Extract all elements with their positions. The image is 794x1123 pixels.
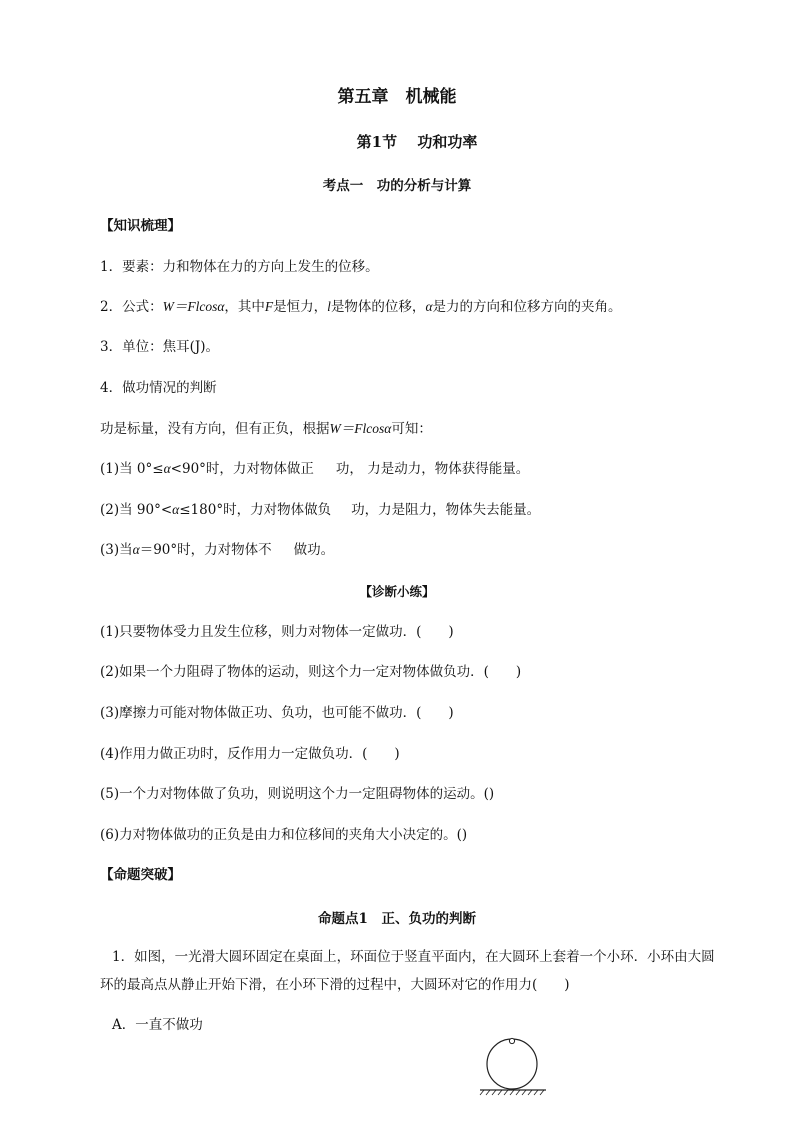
diagnosis-item: (6)力对物体做功的正负是由力和位移间的夹角大小决定的。(): [100, 827, 468, 843]
question-line-1: 1．如图，一光滑大圆环固定在桌面上，环面位于竖直平面内，在大圆环上套着一个小环．小环由大圆: [112, 949, 715, 965]
symbol-alpha: α: [425, 299, 433, 314]
work-formula: W＝Flcosα: [162, 299, 225, 314]
small-ring: [509, 1038, 514, 1043]
knowledge-item-1: 1．要素：力和物体在力的方向上发生的位移。: [100, 259, 379, 275]
knowledge-heading: 【知识梳理】: [100, 218, 181, 234]
case-text: ≤180°时，力对物体做负: [179, 502, 332, 518]
work-formula: W＝Flcosα: [329, 421, 392, 436]
item2-text: 是力的方向和位移方向的夹角。: [432, 299, 622, 315]
diagnosis-item: (2)如果一个力阻碍了物体的运动，则这个力一定对物体做负功．( ): [100, 664, 522, 680]
item2-text: 是物体的位移，: [330, 299, 426, 315]
option-a: A．一直不做功: [112, 1017, 203, 1033]
intro-text: 可知：: [391, 421, 432, 437]
case-1: [100, 460, 529, 478]
proposition-heading: 【命题突破】: [100, 867, 181, 883]
symbol-alpha: α: [163, 461, 171, 476]
symbol-f: F: [264, 299, 274, 314]
diagnosis-heading: 【诊断小练】: [359, 584, 435, 599]
diagnosis-item: (4)作用力做正功时，反作用力一定做负功．( ): [100, 746, 400, 762]
topic-title: 考点一 功的分析与计算: [322, 178, 472, 194]
symbol-alpha: α: [132, 542, 140, 557]
table-hatching: [480, 1090, 544, 1095]
knowledge-item-4: 4．做功情况的判断: [100, 380, 217, 396]
case-text: 功， 力是动力，物体获得能量。: [335, 461, 530, 477]
knowledge-item-2: [100, 298, 622, 316]
symbol-l: l: [327, 299, 331, 314]
question-line-2: 环的最高点从静止开始下滑，在小环下滑的过程中，大圆环对它的作用力( ): [100, 977, 570, 993]
knowledge-intro: [100, 420, 432, 438]
item2-text: ，其中: [224, 299, 265, 315]
case-2: [100, 501, 540, 519]
intro-text: 功是标量，没有方向，但有正负，根据: [100, 421, 330, 437]
item2-prefix: 2．公式：: [100, 299, 163, 315]
case-text: (3)当: [100, 542, 133, 558]
diagnosis-item: (1)只要物体受力且发生位移，则力对物体一定做功．( ): [100, 624, 454, 640]
case-text: 做功。: [293, 542, 335, 558]
proposition-subheading: 命题点1 正、负功的判断: [318, 911, 476, 927]
knowledge-item-3: 3．单位：焦耳(J)。: [100, 339, 220, 355]
chapter-title: 第五章 机械能: [337, 87, 457, 107]
item2-text: 是恒力，: [273, 299, 328, 315]
case-text: (2)当 90°<: [100, 502, 173, 518]
symbol-alpha: α: [172, 502, 180, 517]
diagnosis-item: (3)摩擦力可能对物体做正功、负功，也可能不做功．( ): [100, 705, 454, 721]
ring-on-table-diagram-icon: [478, 1036, 548, 1100]
large-ring: [487, 1039, 537, 1089]
section-title: 第1节 功和功率: [356, 133, 478, 151]
case-text: ＝90°时，力对物体不: [139, 542, 272, 558]
case-text: (1)当 0°≤: [100, 461, 164, 477]
case-text: 功，力是阻力，物体失去能量。: [351, 502, 541, 518]
case-3: [100, 541, 334, 559]
diagnosis-item: (5)一个力对物体做了负功，则说明这个力一定阻碍物体的运动。(): [100, 786, 495, 802]
case-text: <90°时，力对物体做正: [170, 461, 314, 477]
